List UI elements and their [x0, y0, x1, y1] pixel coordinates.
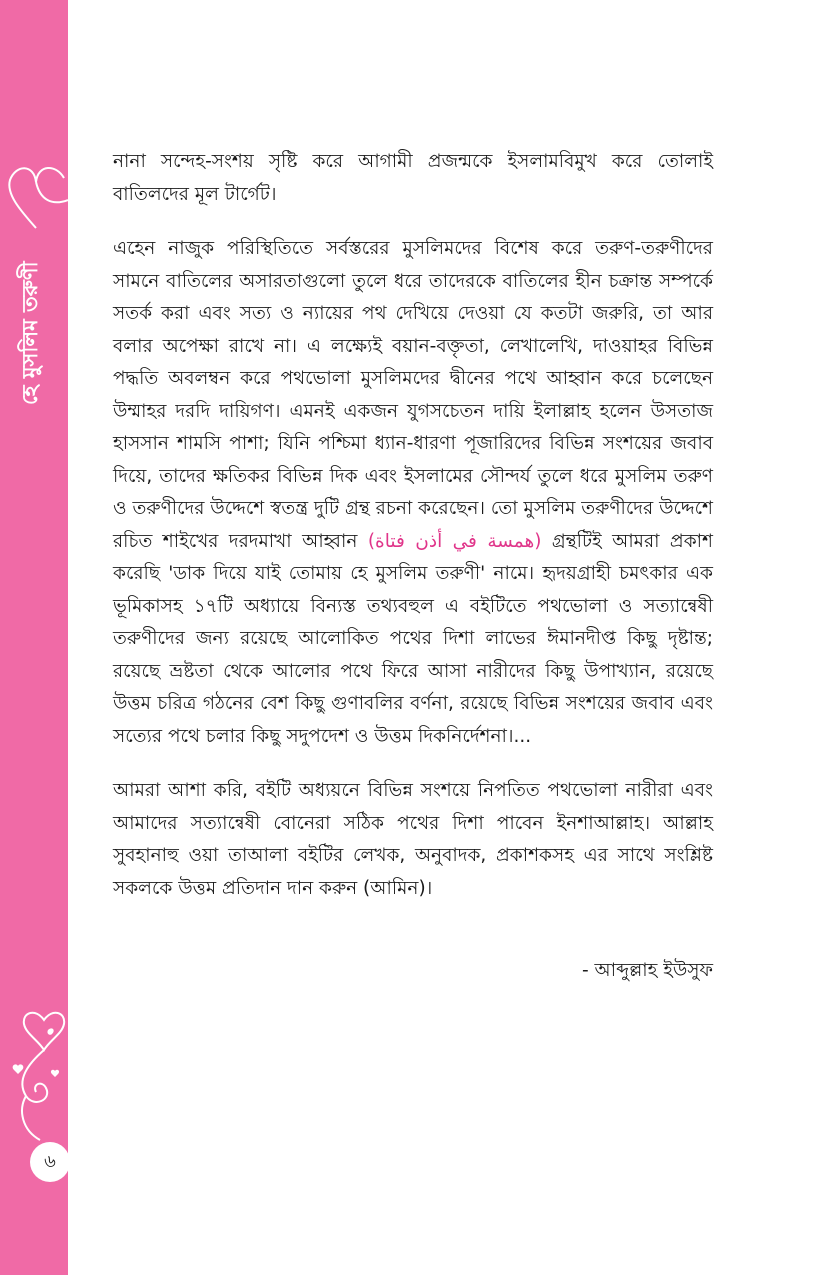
author-signature: - আব্দুল্লাহ ইউসুফ: [581, 960, 713, 981]
sidebar: [0, 0, 68, 1275]
page-number: ৬: [30, 1142, 70, 1182]
paragraph: নানা সন্দেহ-সংশয় সৃষ্টি করে আগামী প্রজন্মকে ইসলামবিমুখ করে তোলাই বাতিলদের মূল টার্গেট।: [113, 151, 713, 205]
heart-swirl-ornament-icon: [8, 1000, 68, 1150]
arabic-book-title: (همسة في أذن فتاة): [367, 530, 542, 552]
paragraph-text: এহেন নাজুক পরিস্থিতিতে সর্বস্তরের মুসলিমদের বিশেষ করে তরুণ-তরুণীদের সামনে বাতিলের অসারতাগুলো তুলে ধরে তাদেরকে বাতিলের হীন চক্রান্ত সম্পর্কে সতর্ক করা এবং সত্য ও ন্যায়ের পথ দেখিয়ে দেওয়া যে কতটা জরুরি, তা আর বলার অপেক্ষা রাখে না। এ লক্ষ্যেই বয়ান-বক্তৃতা, লেখালেখি, দাওয়াহর বিভিন্ন পদ্ধতি অবলম্বন করে পথভোলা মুসলিমদের দ্বীনের পথে আহ্বান করে চলেছেন উম্মাহর দরদি দায়িগণ। এমনই একজন যুগসচেতন দায়ি ইলাল্লাহ হলেন উসতাজ হাসসান শামসি পাশা; যিনি পশ্চিমা ধ্যান-ধারণা পূজারিদের বিভিন্ন সংশয়ের জবাব দিয়ে, তাদের ক্ষতিকর বিভিন্ন দিক এবং ইসলামের সৌন্দর্য তুলে ধরে মুসলিম তরুণ ও তরুণীদের উদ্দেশে স্বতন্ত্র দুটি গ্রন্থ রচনা করেছেন। তো মুসলিম তরুণীদের উদ্দেশে রচিত শাইখের দরদমাখা আহ্বান: [113, 238, 713, 552]
main-text: [113, 146, 713, 927]
paragraph: [113, 233, 713, 753]
paragraph-text: গ্রন্থটিই আমরা প্রকাশ করেছি 'ডাক দিয়ে যাই তোমায় হে মুসলিম তরুণী' নামে। হৃদয়গ্রাহী চমৎকার এক ভূমিকাসহ ১৭টি অধ্যায়ে বিন্যস্ত তথ্যবহুল এ বইটিতে পথভোলা ও সত্যান্বেষী তরুণীদের জন্য রয়েছে আলোকিত পথের দিশা লাভের ঈমানদীপ্ত কিছু দৃষ্টান্ত; রয়েছে ভ্রষ্টতা থেকে আলোর পথে ফিরে আসা নারীদের কিছু উপাখ্যান, রয়েছে উত্তম চরিত্র গঠনের বেশ কিছু গুণাবলির বর্ণনা, রয়েছে বিভিন্ন সংশয়ের জবাব এবং সত্যের পথে চলার কিছু সদুপদেশ ও উত্তম দিকনির্দেশনা।...: [113, 530, 713, 747]
heart-outline-icon: [6, 150, 68, 240]
paragraph: আমরা আশা করি, বইটি অধ্যয়নে বিভিন্ন সংশয়ে নিপতিত পথভোলা নারীরা এবং আমাদের সত্যান্বেষী বোনেরা সঠিক পথের দিশা পাবেন ইনশাআল্লাহ। আল্লাহ সুবহানাহু ওয়া তাআলা বইটির লেখক, অনুবাদক, প্রকাশকসহ এর সাথে সংশ্লিষ্ট সকলকে উত্তম প্রতিদান দান করুন (আমিন)।: [113, 780, 713, 899]
book-title-vertical: হে মুসলিম তরুণী: [18, 261, 42, 405]
